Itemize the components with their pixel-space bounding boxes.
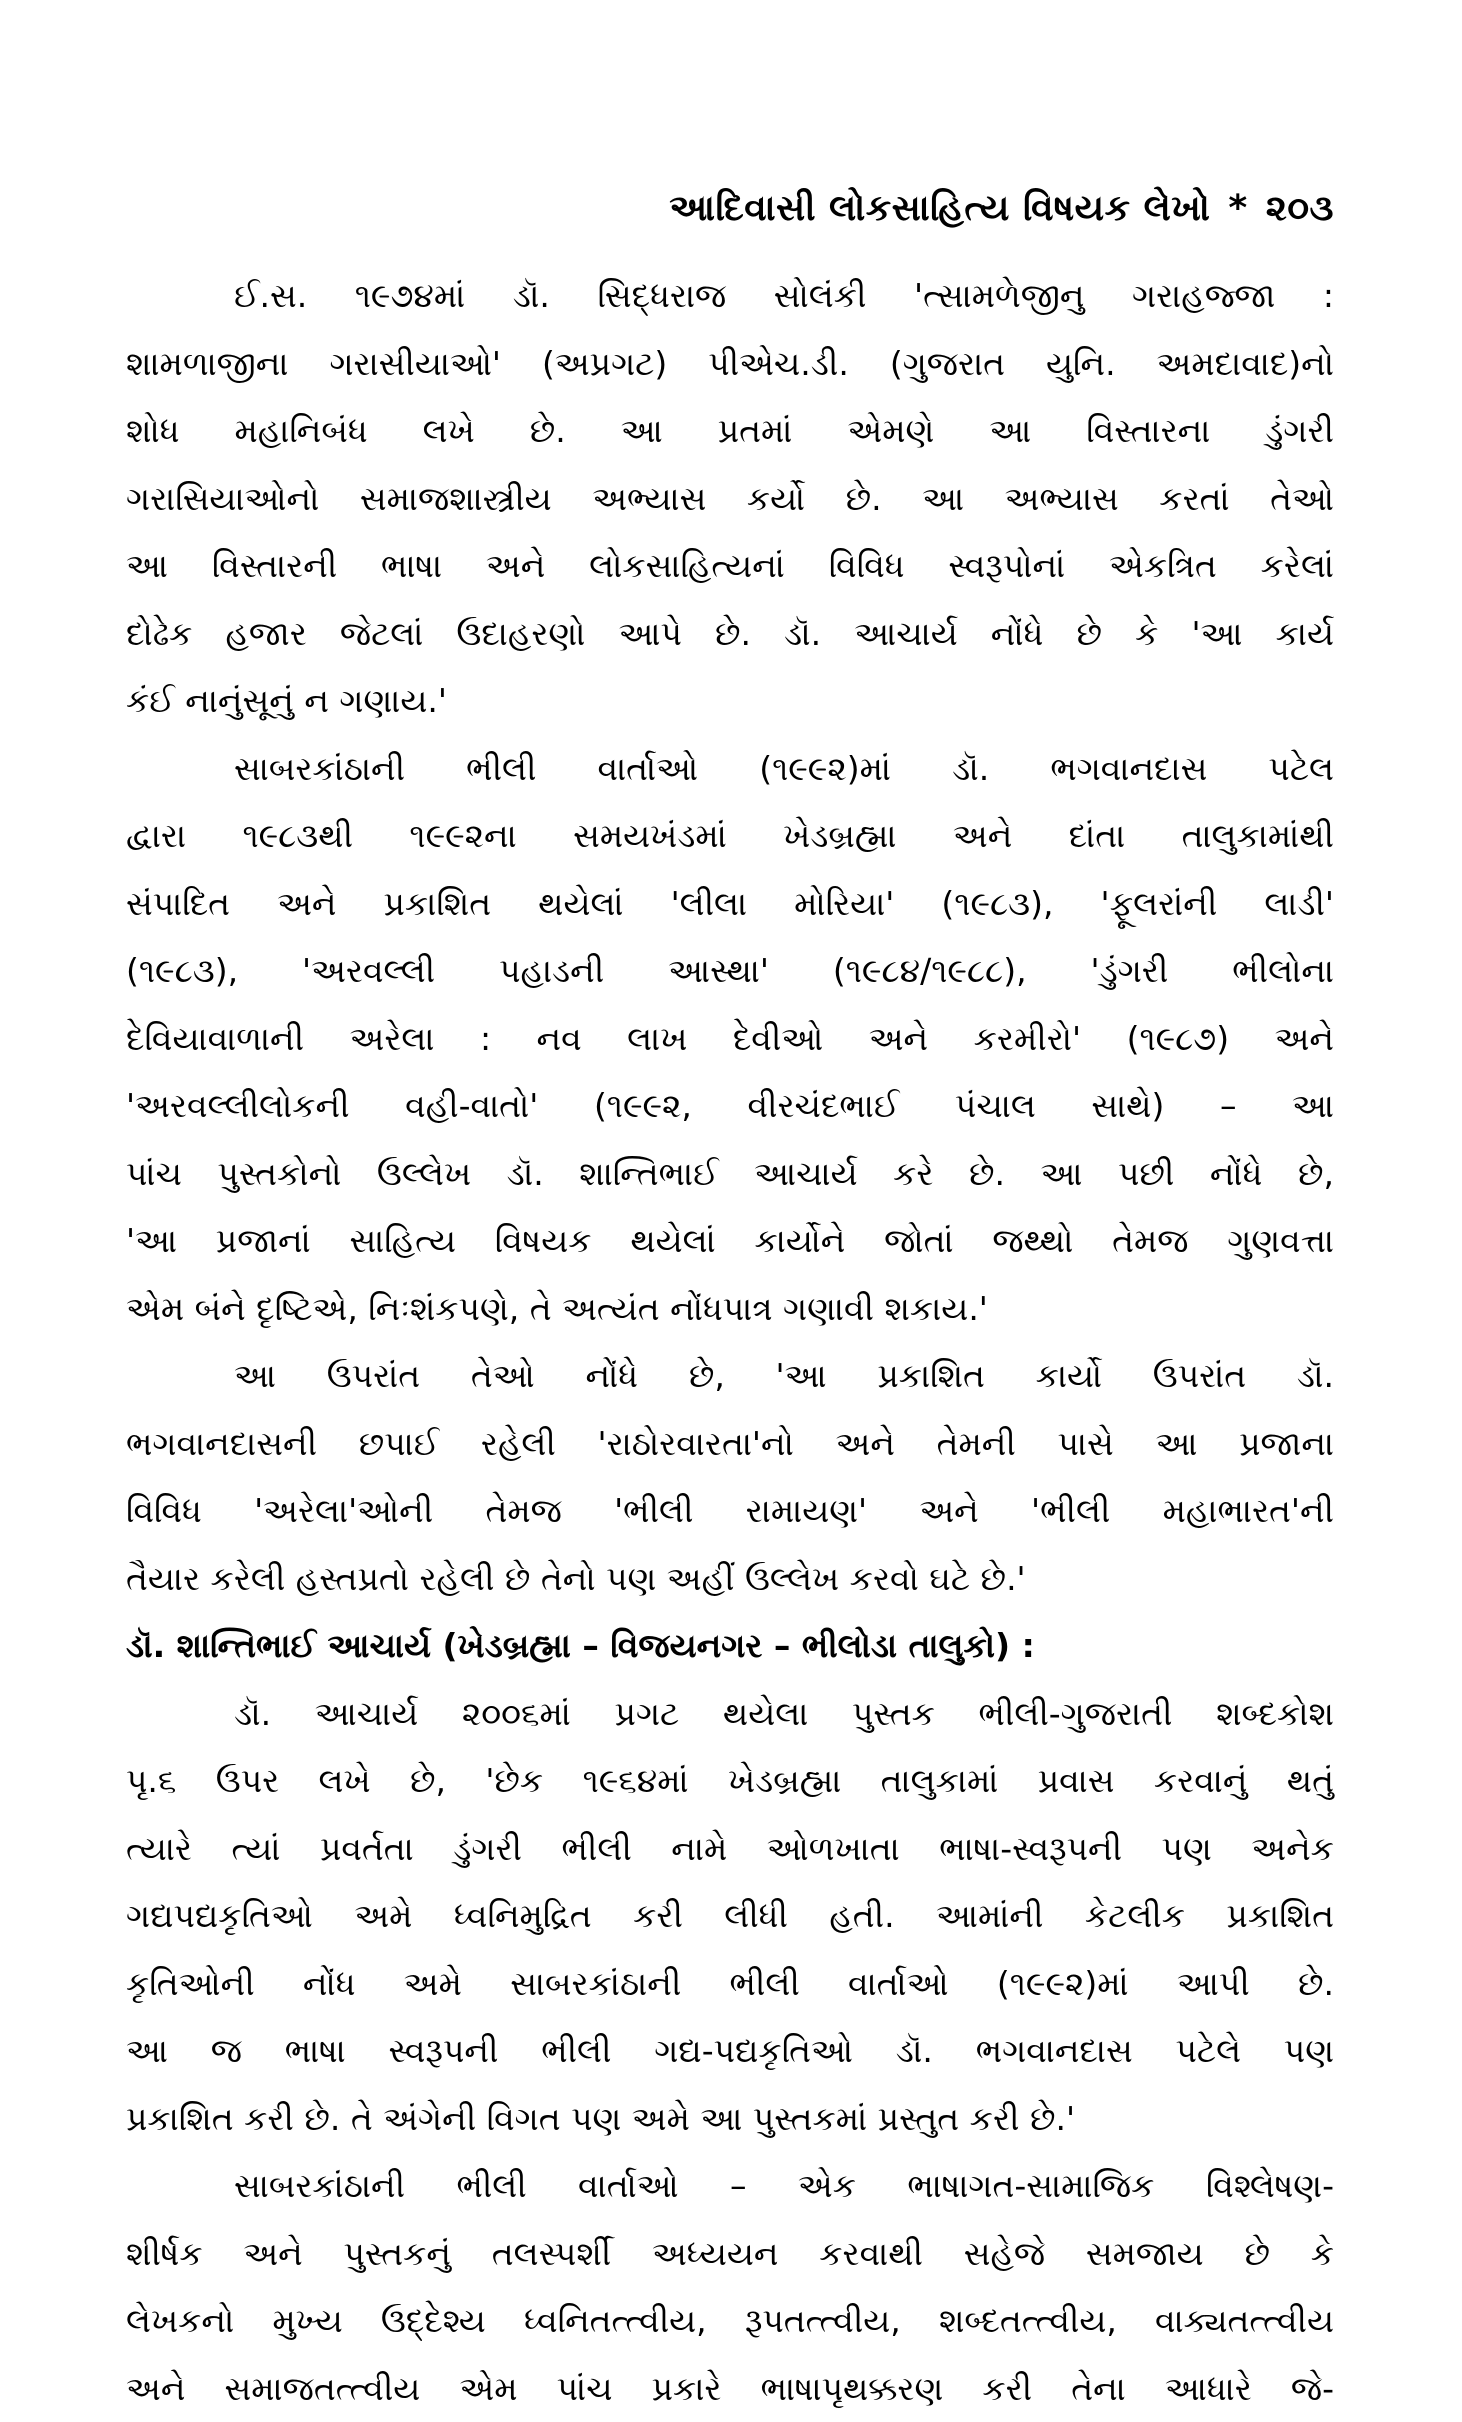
text-line: 'આ પ્રજાનાં સાહિત્ય વિષયક થયેલાં કાર્યોને જોતાં જથ્થો તેમજ ગુણવત્તા [126, 1207, 1334, 1275]
running-header [669, 188, 1334, 230]
text-line: સાબરકાંઠાની ભીલી વાર્તાઓ – એક ભાષાગત-સામાજિક વિશ્લેષણ- [126, 2152, 1334, 2220]
text-line: ડૉ. આચાર્ય ૨૦૦૬માં પ્રગટ થયેલા પુસ્તક ભીલી-ગુજરાતી શબ્દકોશ [126, 1680, 1334, 1748]
text-line: (૧૯૮૩), 'અરવલ્લી પહાડની આસ્થા' (૧૯૮૪/૧૯૮૮), 'ડુંગરી ભીલોના [126, 937, 1334, 1005]
text-line: સાબરકાંઠાની ભીલી વાર્તાઓ (૧૯૯૨)માં ડૉ. ભગવાનદાસ પટેલ [126, 735, 1334, 803]
text-line: પાંચ પુસ્તકોનો ઉલ્લેખ ડૉ. શાન્તિભાઈ આચાર્ય કરે છે. આ પછી નોંધે છે, [126, 1140, 1334, 1208]
text-line: 'અરવલ્લીલોકની વહી-વાતો' (૧૯૯૨, વીરચંદભાઈ પંચાલ સાથે) – આ [126, 1072, 1334, 1140]
text-line: આ વિસ્તારની ભાષા અને લોકસાહિત્યનાં વિવિધ સ્વરૂપોનાં એકત્રિત કરેલાં [126, 532, 1334, 600]
text-line: કંઈ નાનુંસૂનું ન ગણાય.' [126, 667, 1334, 735]
text-line: ઈ.સ. ૧૯૭૪માં ડૉ. સિદ્ધરાજ સોલંકી 'ત્સામળેજીનુ ગરાહજ્જા : [126, 262, 1334, 330]
text-line: આ ઉપરાંત તેઓ નોંધે છે, 'આ પ્રકાશિત કાર્યો ઉપરાંત ડૉ. [126, 1342, 1334, 1410]
text-line: એમ બંને દૃષ્ટિએ, નિઃશંકપણે, તે અત્યંત નોંધપાત્ર ગણાવી શકાય.' [126, 1275, 1334, 1343]
text-line: ગરાસિયાઓનો સમાજશાસ્ત્રીય અભ્યાસ કર્યો છે. આ અભ્યાસ કરતાં તેઓ [126, 465, 1334, 533]
text-line: તૈયાર કરેલી હસ્તપ્રતો રહેલી છે તેનો પણ અહીં ઉલ્લેખ કરવો ઘટે છે.' [126, 1545, 1334, 1613]
text-line: દોઢેક હજાર જેટલાં ઉદાહરણો આપે છે. ડૉ. આચાર્ય નોંધે છે કે 'આ કાર્ય [126, 600, 1334, 668]
section-heading: ડૉ. શાન્તિભાઈ આચાર્ય (ખેડબ્રહ્મા – વિજયનગર – ભીલોડા તાલુકો) : [126, 1612, 1334, 1680]
running-header-title: આદિવાસી લોકસાહિત્ય વિષયક લેખો [669, 188, 1210, 229]
text-line: આ જ ભાષા સ્વરૂપની ભીલી ગદ્ય-પદ્યકૃતિઓ ડૉ. ભગવાનદાસ પટેલે પણ [126, 2017, 1334, 2085]
text-line: લેખકનો મુખ્ય ઉદ્દેશ્ય ધ્વનિતત્ત્વીય, રૂપતત્ત્વીય, શબ્દતત્ત્વીય, વાક્યતત્ત્વીય [126, 2287, 1334, 2355]
text-line: વિવિધ 'અરેલા'ઓની તેમજ 'ભીલી રામાયણ' અને 'ભીલી મહાભારત'ની [126, 1477, 1334, 1545]
text-line: શામળાજીના ગરાસીયાઓ' (અપ્રગટ) પીએચ.ડી. (ગુજરાત યુનિ. અમદાવાદ)નો [126, 330, 1334, 398]
text-line: દેવિયાવાળાની અરેલા : નવ લાખ દેવીઓ અને કરમીરો' (૧૯૮૭) અને [126, 1005, 1334, 1073]
text-line: અને સમાજતત્ત્વીય એમ પાંચ પ્રકારે ભાષાપૃથક્કરણ કરી તેના આધારે જે- [126, 2355, 1334, 2422]
text-line: શોધ મહાનિબંધ લખે છે. આ પ્રતમાં એમણે આ વિસ્તારના ડુંગરી [126, 397, 1334, 465]
text-line: શીર્ષક અને પુસ્તકનું તલસ્પર્શી અધ્યયન કરવાથી સહેજે સમજાય છે કે [126, 2220, 1334, 2288]
text-line: કૃતિઓની નોંધ અમે સાબરકાંઠાની ભીલી વાર્તાઓ (૧૯૯૨)માં આપી છે. [126, 1950, 1334, 2018]
header-separator: * [1228, 188, 1247, 229]
text-line: સંપાદિત અને પ્રકાશિત થયેલાં 'લીલા મોરિયા' (૧૯૮૩), 'ફૂલરાંની લાડી' [126, 870, 1334, 938]
text-line: દ્વારા ૧૯૮૩થી ૧૯૯૨ના સમયખંડમાં ખેડબ્રહ્મા અને દાંતા તાલુકામાંથી [126, 802, 1334, 870]
body-text [126, 262, 1334, 2422]
text-line: પૃ.૬ ઉપર લખે છે, 'છેક ૧૯૬૪માં ખેડબ્રહ્મા તાલુકામાં પ્રવાસ કરવાનું થતું [126, 1747, 1334, 1815]
text-line: ત્યારે ત્યાં પ્રવર્તતા ડુંગરી ભીલી નામે ઓળખાતા ભાષા-સ્વરૂપની પણ અનેક [126, 1815, 1334, 1883]
text-line: ગદ્યપદ્યકૃતિઓ અમે ધ્વનિમુદ્રિત કરી લીધી હતી. આમાંની કેટલીક પ્રકાશિત [126, 1882, 1334, 1950]
text-line: ભગવાનદાસની છપાઈ રહેલી 'રાઠોરવારતા'નો અને તેમની પાસે આ પ્રજાના [126, 1410, 1334, 1478]
text-line: પ્રકાશિત કરી છે. તે અંગેની વિગત પણ અમે આ પુસ્તકમાં પ્રસ્તુત કરી છે.' [126, 2085, 1334, 2153]
page-number: ૨૦૩ [1266, 188, 1334, 229]
